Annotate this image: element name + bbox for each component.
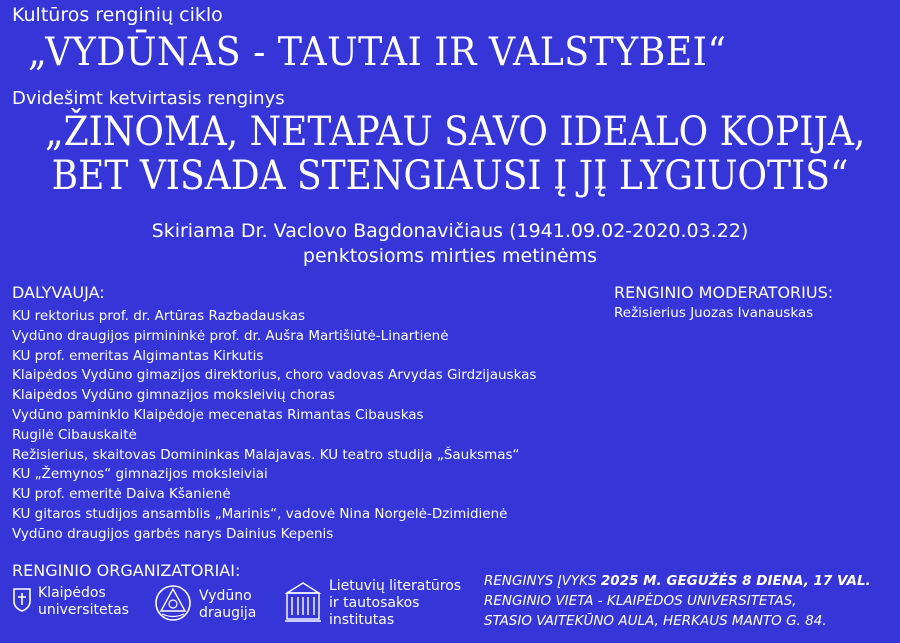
dedication-line-2: penktosioms mirties metinėms [302,245,598,267]
list-item: KU prof. emeritas Algimantas Kirkutis [12,347,264,364]
list-item: KU gitaros studijos ansamblis „Marinis“, vadovė Nina Norgelė-Dzimidienė [12,505,508,522]
event-venue-line-1: RENGINIO VIETA - KLAIPĖDOS UNIVERSITETAS, [484,593,797,609]
vyduno-emblem-icon [153,583,193,627]
ku-name: Klaipėdos universitetas [38,585,129,618]
institute-building-icon [283,579,323,629]
list-item: Vydūno paminklo Klaipėdoje mecenatas Rimantas Cibauskas [12,406,424,423]
event-title-line-2: BET VISADA STENGIAUSI Į JĮ LYGIUOTIS“ [51,153,849,199]
organizer-ku [12,585,129,619]
participants-heading: DALYVAUJA: [12,283,105,302]
vd-name: Vydūno draugija [199,588,257,621]
event-title [0,110,900,198]
list-item: KU prof. emeritė Daiva Kšanienė [12,486,231,503]
list-item: Režisierius, skaitovas Domininkas Malajavas. KU teatro studija „Šauksmas“ [12,446,520,463]
list-item: Vydūno draugijos garbės narys Dainius Kepenis [12,525,334,542]
list-item: KU „Žemynos“ gimnazijos moksleiviai [12,466,268,483]
ku-shield-icon [12,587,32,617]
moderator-heading: RENGINIO MODERATORIUS: [614,283,834,302]
moderator-name: Režisierius Juozas Ivanauskas [614,305,814,321]
list-item: Klaipėdos Vydūno gimazijos direktorius, choro vadovas Arvydas Girdzijauskas [12,367,537,384]
list-item: Rugilė Cibauskaitė [12,426,137,443]
event-date-line: RENGINYS ĮVYKS 2025 M. GEGUŽĖS 8 DIENA, 17 VAL. [484,573,871,589]
participants-list [12,307,536,545]
organizer-vyduno-draugija [153,583,256,627]
list-item: Klaipėdos Vydūno gimnazijos moksleivių choras [12,387,335,404]
llti-name: Lietuvių literatūros ir tautosakos institutas [329,578,462,628]
dedication [0,219,900,269]
organizers-heading: RENGINIO ORGANIZATORIAI: [12,561,241,580]
event-date: 2025 M. GEGUŽĖS 8 DIENA, 17 VAL. [600,573,871,589]
organizer-llti [283,578,461,629]
series-label: Kultūros renginių ciklo [12,4,223,26]
list-item: Vydūno draugijos pirmininkė prof. dr. Aušra Martišiūtė-Linartienė [12,327,449,344]
event-title-line-1: „ŽINOMA, NETAPAU SAVO IDEALO KOPIJA, [45,109,866,155]
dedication-line-1: Skiriama Dr. Vaclovo Bagdonavičiaus (1941.09.02-2020.03.22) [151,220,749,242]
event-info [484,571,871,631]
event-label: Dvidešimt ketvirtasis renginys [12,88,285,109]
list-item: KU rektorius prof. dr. Artūras Razbadauskas [12,308,306,324]
event-venue-line-2: STASIO VAITEKŪNO AULA, HERKAUS MANTO G. 84. [484,613,827,629]
series-title: „VYDŪNAS - TAUTAI IR VALSTYBEI“ [28,30,727,75]
